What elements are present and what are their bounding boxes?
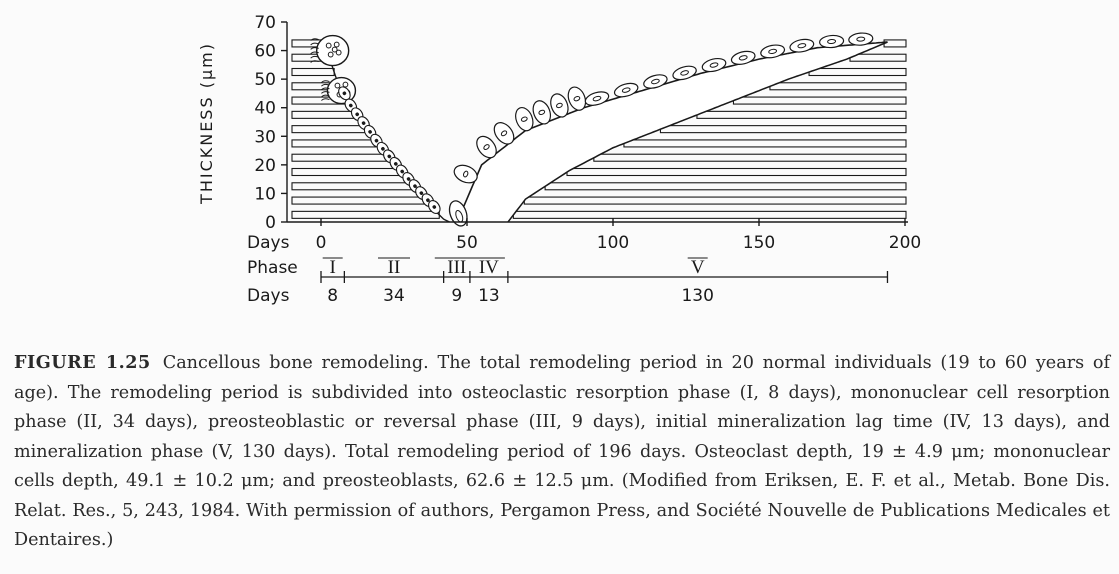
y-tick-label: 70 <box>254 13 276 33</box>
phase-numeral: III <box>447 257 467 278</box>
bone-lamella <box>292 140 376 147</box>
y-tick-label: 20 <box>254 155 276 176</box>
y-tick-label: 60 <box>254 41 276 62</box>
bone-lamella <box>292 169 400 176</box>
bone-lamella <box>292 197 425 204</box>
y-tick-label: 30 <box>254 127 276 148</box>
bone-lamella <box>513 211 906 218</box>
x-tick-label: 150 <box>742 233 776 253</box>
phase-numeral: II <box>387 257 401 278</box>
caption-line: mineralization phase (V, 130 days). Total remodeling period of 196 days. Osteoclast depth, 19 ± 4.9 μm; mononuclear <box>14 441 1110 462</box>
bone-lamella <box>660 126 906 133</box>
bone-lamella <box>292 211 439 218</box>
caption-line: Medicales et Dentaires.) <box>14 500 1111 550</box>
days-axis-label: Days <box>247 233 290 253</box>
x-tick-label: 200 <box>888 233 922 253</box>
x-tick-label: 0 <box>315 233 327 253</box>
bone-layer <box>292 40 906 222</box>
bone-lamella <box>884 40 906 47</box>
y-axis-label: THICKNESS (μm) <box>197 42 216 204</box>
bone-lamella <box>733 97 906 104</box>
bone-lamella <box>292 69 334 76</box>
bone-lamella <box>567 169 906 176</box>
bone-lamella <box>545 183 906 190</box>
phase-duration-label: 130 <box>681 286 714 306</box>
caption-line: Dis. Relat. Res., 5, 243, 1984. With permission of authors, Pergamon Press, and Société Nouvelle de Publications <box>14 471 1111 521</box>
bone-lamella <box>850 54 906 61</box>
caption-line: cells depth, 49.1 ± 10.2 μm; and preosteoblasts, 62.6 ± 12.5 μm. (Modified from Eriksen, E. F. et al., Metab. Bone <box>14 471 1069 491</box>
y-tick-label: 0 <box>265 213 276 233</box>
bone-lamella <box>292 154 388 161</box>
phase-timeline <box>321 257 887 306</box>
y-tick-label: 50 <box>254 70 276 91</box>
bone-lamella <box>292 183 412 190</box>
caption-line: phase (II, 34 days), preosteoblastic or reversal phase (III, 9 days), initial mineralization lag time (IV, 13 days), and <box>14 412 1110 432</box>
bone-lamella <box>594 154 906 161</box>
phase-duration-label: 13 <box>478 286 500 306</box>
phase-duration-label: 34 <box>383 286 405 306</box>
phase-numeral: IV <box>478 257 499 278</box>
phase-numeral: V <box>690 257 705 278</box>
bone-lamella <box>624 140 906 147</box>
caption-line: Cancellous bone remodeling. The total remodeling period in 20 normal individuals (19 to 60 years <box>162 353 1085 373</box>
phase-duration-label: 9 <box>451 286 463 306</box>
bone-lamella <box>524 197 906 204</box>
duration-row-label: Days <box>247 286 290 306</box>
phase-numeral: I <box>329 257 336 278</box>
x-tick-label: 100 <box>596 233 630 253</box>
caption-line: of age). The remodeling period is subdivided into osteoclastic resorption phase (I, 8 days), mononuclear cell resorption <box>14 353 1110 403</box>
bone-lamella <box>292 111 355 118</box>
y-tick-label: 40 <box>254 98 276 119</box>
x-tick-label: 50 <box>456 233 478 253</box>
bone-lamella <box>809 69 906 76</box>
bone-lamella <box>697 111 906 118</box>
phase-duration-label: 8 <box>327 286 339 306</box>
phase-row-label: Phase <box>247 258 298 278</box>
bone-lamella <box>292 126 366 133</box>
figure-caption <box>14 348 1110 556</box>
bone-lamella <box>770 83 906 90</box>
caption-label: FIGURE 1.25 <box>14 352 151 373</box>
y-tick-label: 10 <box>254 184 276 205</box>
